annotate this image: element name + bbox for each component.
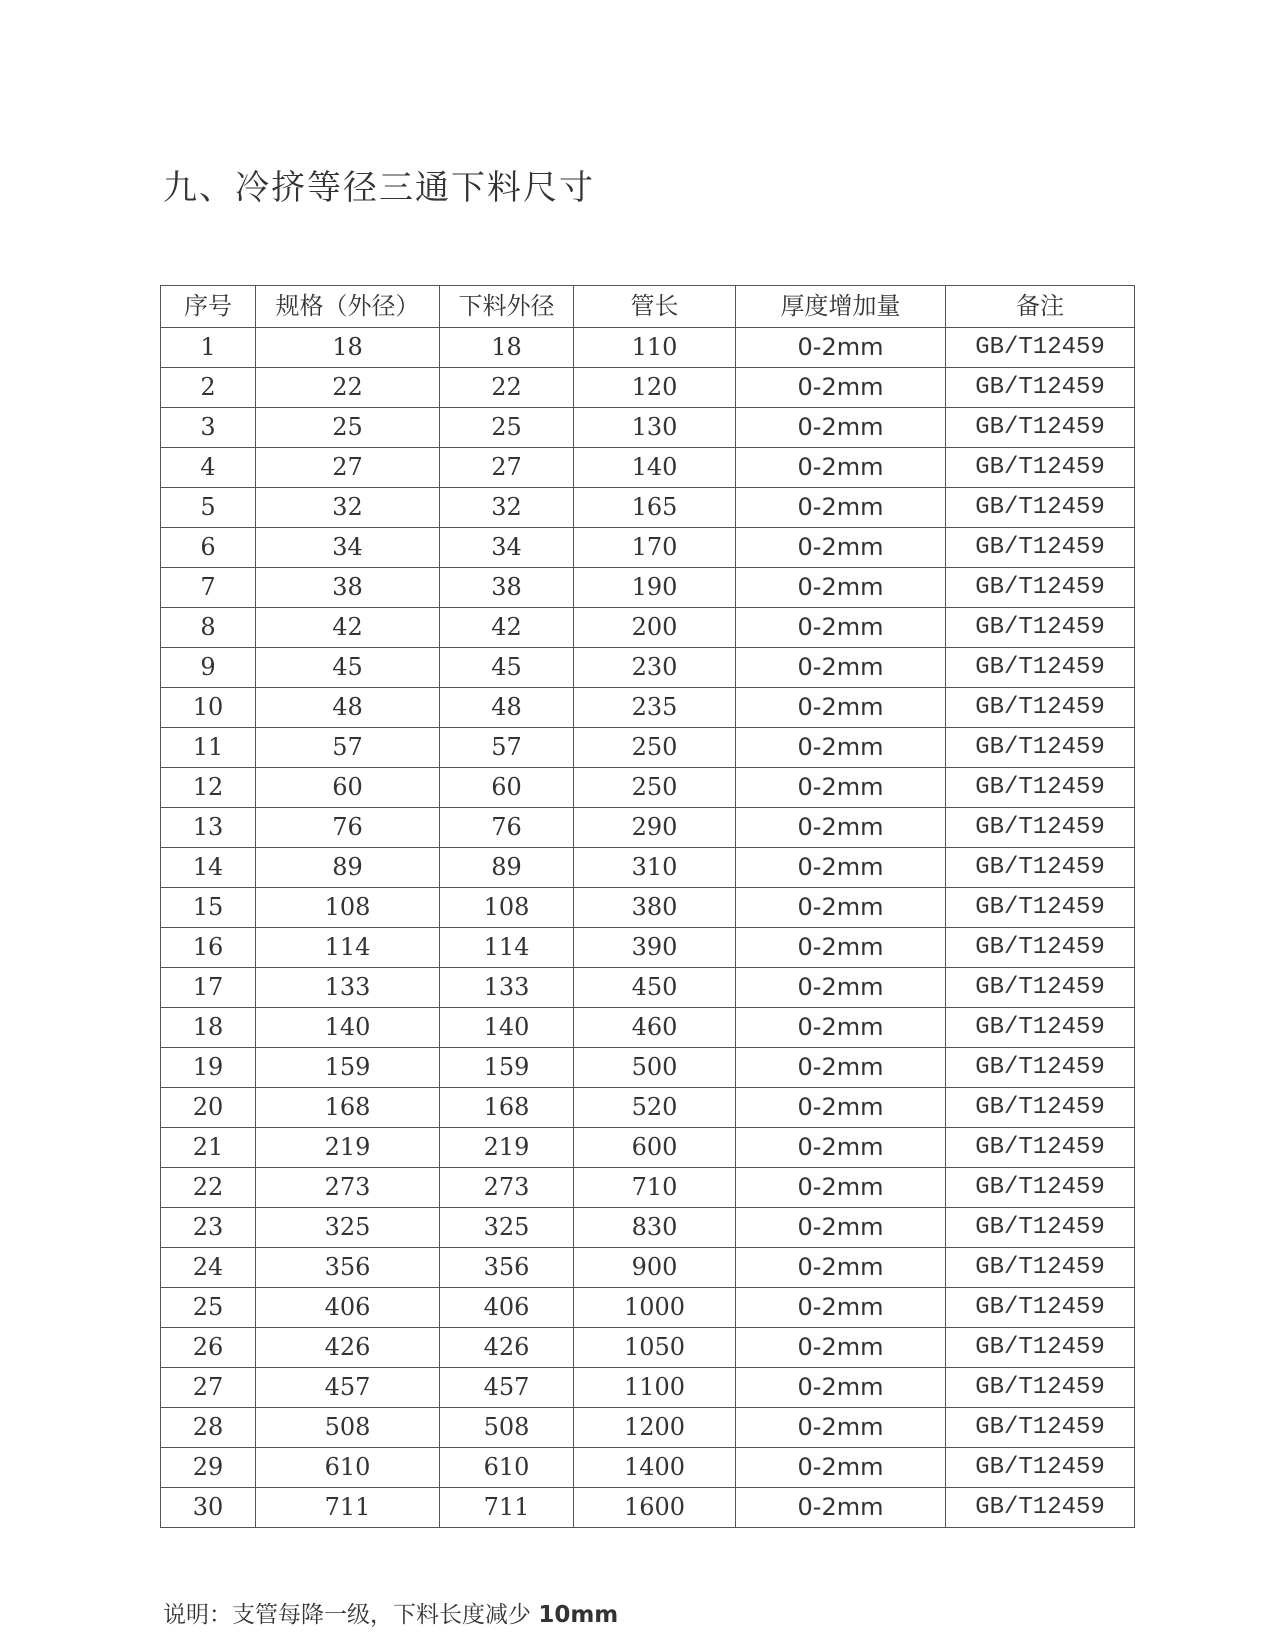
table-body xyxy=(161,328,1135,1528)
table-row xyxy=(161,1208,1135,1248)
table-row xyxy=(161,1488,1135,1528)
cell-remark: GB/T12459 xyxy=(946,408,1135,448)
cell-remark: GB/T12459 xyxy=(946,448,1135,488)
cell-remark: GB/T12459 xyxy=(946,928,1135,968)
cell-index: 4 xyxy=(161,448,256,488)
cell-blank-diameter: 325 xyxy=(440,1208,574,1248)
cell-thickness: 0-2mm xyxy=(736,1168,946,1208)
cell-remark: GB/T12459 xyxy=(946,728,1135,768)
cell-blank-diameter: 18 xyxy=(440,328,574,368)
cell-remark: GB/T12459 xyxy=(946,1008,1135,1048)
cell-pipe-length: 170 xyxy=(574,528,736,568)
cell-pipe-length: 1400 xyxy=(574,1448,736,1488)
cell-remark: GB/T12459 xyxy=(946,328,1135,368)
cell-index: 29 xyxy=(161,1448,256,1488)
cell-spec: 45 xyxy=(256,648,440,688)
cell-spec: 27 xyxy=(256,448,440,488)
cell-remark: GB/T12459 xyxy=(946,568,1135,608)
table-row xyxy=(161,768,1135,808)
cell-index: 21 xyxy=(161,1128,256,1168)
table-row xyxy=(161,528,1135,568)
cell-blank-diameter: 108 xyxy=(440,888,574,928)
cell-pipe-length: 900 xyxy=(574,1248,736,1288)
cell-blank-diameter: 610 xyxy=(440,1448,574,1488)
table-row xyxy=(161,1368,1135,1408)
cell-index: 19 xyxy=(161,1048,256,1088)
table-row xyxy=(161,568,1135,608)
cell-thickness: 0-2mm xyxy=(736,368,946,408)
table-row xyxy=(161,808,1135,848)
cell-thickness: 0-2mm xyxy=(736,888,946,928)
cell-thickness: 0-2mm xyxy=(736,1368,946,1408)
cell-remark: GB/T12459 xyxy=(946,888,1135,928)
cell-index: 15 xyxy=(161,888,256,928)
table-row xyxy=(161,448,1135,488)
cell-spec: 114 xyxy=(256,928,440,968)
cell-thickness: 0-2mm xyxy=(736,1248,946,1288)
cell-index: 8 xyxy=(161,608,256,648)
cell-spec: 22 xyxy=(256,368,440,408)
cell-thickness: 0-2mm xyxy=(736,1328,946,1368)
cell-blank-diameter: 48 xyxy=(440,688,574,728)
cell-blank-diameter: 89 xyxy=(440,848,574,888)
header-spec-outer-diameter: 规格（外径） xyxy=(256,286,440,328)
cell-thickness: 0-2mm xyxy=(736,848,946,888)
cell-thickness: 0-2mm xyxy=(736,328,946,368)
cell-spec: 60 xyxy=(256,768,440,808)
cell-pipe-length: 235 xyxy=(574,688,736,728)
cell-pipe-length: 390 xyxy=(574,928,736,968)
cell-blank-diameter: 27 xyxy=(440,448,574,488)
table-row xyxy=(161,1048,1135,1088)
cell-spec: 457 xyxy=(256,1368,440,1408)
cell-thickness: 0-2mm xyxy=(736,688,946,728)
cell-pipe-length: 380 xyxy=(574,888,736,928)
cell-pipe-length: 120 xyxy=(574,368,736,408)
cell-index: 20 xyxy=(161,1088,256,1128)
cell-thickness: 0-2mm xyxy=(736,728,946,768)
cell-thickness: 0-2mm xyxy=(736,1008,946,1048)
cell-thickness: 0-2mm xyxy=(736,568,946,608)
cell-spec: 273 xyxy=(256,1168,440,1208)
table-row xyxy=(161,368,1135,408)
cell-blank-diameter: 219 xyxy=(440,1128,574,1168)
cell-index: 28 xyxy=(161,1408,256,1448)
page-title: 九、冷挤等径三通下料尺寸 xyxy=(163,168,595,208)
cell-blank-diameter: 38 xyxy=(440,568,574,608)
cell-index: 17 xyxy=(161,968,256,1008)
cell-remark: GB/T12459 xyxy=(946,848,1135,888)
cell-pipe-length: 110 xyxy=(574,328,736,368)
cell-remark: GB/T12459 xyxy=(946,1048,1135,1088)
cell-remark: GB/T12459 xyxy=(946,368,1135,408)
cell-thickness: 0-2mm xyxy=(736,528,946,568)
cell-blank-diameter: 356 xyxy=(440,1248,574,1288)
cell-index: 14 xyxy=(161,848,256,888)
footnote-text: 说明：支管每降一级，下料长度减少 xyxy=(163,1602,531,1628)
table-row xyxy=(161,1128,1135,1168)
cell-spec: 219 xyxy=(256,1128,440,1168)
cell-blank-diameter: 273 xyxy=(440,1168,574,1208)
cell-spec: 48 xyxy=(256,688,440,728)
cell-thickness: 0-2mm xyxy=(736,1128,946,1168)
cell-spec: 508 xyxy=(256,1408,440,1448)
cell-spec: 25 xyxy=(256,408,440,448)
table-row xyxy=(161,688,1135,728)
cell-blank-diameter: 457 xyxy=(440,1368,574,1408)
table-row xyxy=(161,488,1135,528)
cell-pipe-length: 600 xyxy=(574,1128,736,1168)
cell-blank-diameter: 711 xyxy=(440,1488,574,1528)
table-row xyxy=(161,928,1135,968)
cell-index: 22 xyxy=(161,1168,256,1208)
cell-blank-diameter: 140 xyxy=(440,1008,574,1048)
cell-pipe-length: 1050 xyxy=(574,1328,736,1368)
cell-thickness: 0-2mm xyxy=(736,648,946,688)
cell-remark: GB/T12459 xyxy=(946,768,1135,808)
cell-pipe-length: 520 xyxy=(574,1088,736,1128)
cell-spec: 406 xyxy=(256,1288,440,1328)
cell-remark: GB/T12459 xyxy=(946,1128,1135,1168)
table-row xyxy=(161,1288,1135,1328)
cell-thickness: 0-2mm xyxy=(736,1288,946,1328)
cell-thickness: 0-2mm xyxy=(736,1448,946,1488)
cell-spec: 133 xyxy=(256,968,440,1008)
cell-blank-diameter: 508 xyxy=(440,1408,574,1448)
cell-thickness: 0-2mm xyxy=(736,1048,946,1088)
header-pipe-length: 管长 xyxy=(574,286,736,328)
cell-index: 6 xyxy=(161,528,256,568)
cell-thickness: 0-2mm xyxy=(736,808,946,848)
cell-remark: GB/T12459 xyxy=(946,1448,1135,1488)
cell-thickness: 0-2mm xyxy=(736,1408,946,1448)
cell-pipe-length: 310 xyxy=(574,848,736,888)
cell-blank-diameter: 426 xyxy=(440,1328,574,1368)
cell-pipe-length: 165 xyxy=(574,488,736,528)
cell-remark: GB/T12459 xyxy=(946,1088,1135,1128)
cutting-size-table-container xyxy=(160,285,1134,1528)
cell-pipe-length: 1600 xyxy=(574,1488,736,1528)
cell-blank-diameter: 168 xyxy=(440,1088,574,1128)
cell-pipe-length: 200 xyxy=(574,608,736,648)
cell-index: 9 xyxy=(161,648,256,688)
cell-blank-diameter: 32 xyxy=(440,488,574,528)
cell-spec: 38 xyxy=(256,568,440,608)
cell-remark: GB/T12459 xyxy=(946,528,1135,568)
cell-blank-diameter: 42 xyxy=(440,608,574,648)
cell-remark: GB/T12459 xyxy=(946,1168,1135,1208)
cell-blank-diameter: 57 xyxy=(440,728,574,768)
cell-pipe-length: 450 xyxy=(574,968,736,1008)
cell-spec: 89 xyxy=(256,848,440,888)
cell-pipe-length: 290 xyxy=(574,808,736,848)
cell-index: 12 xyxy=(161,768,256,808)
table-row xyxy=(161,1408,1135,1448)
table-row xyxy=(161,1448,1135,1488)
cell-spec: 610 xyxy=(256,1448,440,1488)
cell-remark: GB/T12459 xyxy=(946,968,1135,1008)
cell-blank-diameter: 60 xyxy=(440,768,574,808)
cell-thickness: 0-2mm xyxy=(736,448,946,488)
cell-index: 13 xyxy=(161,808,256,848)
cell-spec: 325 xyxy=(256,1208,440,1248)
cell-index: 10 xyxy=(161,688,256,728)
cell-pipe-length: 250 xyxy=(574,728,736,768)
cell-spec: 18 xyxy=(256,328,440,368)
cell-pipe-length: 500 xyxy=(574,1048,736,1088)
cell-remark: GB/T12459 xyxy=(946,1408,1135,1448)
cell-index: 5 xyxy=(161,488,256,528)
footnote xyxy=(163,1596,618,1629)
table-row xyxy=(161,968,1135,1008)
cell-spec: 168 xyxy=(256,1088,440,1128)
cell-thickness: 0-2mm xyxy=(736,768,946,808)
table-row xyxy=(161,648,1135,688)
cell-thickness: 0-2mm xyxy=(736,1488,946,1528)
table-row xyxy=(161,1168,1135,1208)
cell-remark: GB/T12459 xyxy=(946,1208,1135,1248)
header-index: 序号 xyxy=(161,286,256,328)
cell-index: 24 xyxy=(161,1248,256,1288)
cell-pipe-length: 250 xyxy=(574,768,736,808)
cell-blank-diameter: 25 xyxy=(440,408,574,448)
cell-spec: 57 xyxy=(256,728,440,768)
cell-pipe-length: 230 xyxy=(574,648,736,688)
cell-pipe-length: 830 xyxy=(574,1208,736,1248)
cell-blank-diameter: 76 xyxy=(440,808,574,848)
table-row xyxy=(161,1328,1135,1368)
cell-remark: GB/T12459 xyxy=(946,1328,1135,1368)
table-row xyxy=(161,608,1135,648)
cell-spec: 32 xyxy=(256,488,440,528)
cell-index: 26 xyxy=(161,1328,256,1368)
cell-spec: 76 xyxy=(256,808,440,848)
cell-index: 30 xyxy=(161,1488,256,1528)
cell-spec: 108 xyxy=(256,888,440,928)
cell-remark: GB/T12459 xyxy=(946,648,1135,688)
cell-index: 2 xyxy=(161,368,256,408)
cell-remark: GB/T12459 xyxy=(946,1288,1135,1328)
cell-index: 23 xyxy=(161,1208,256,1248)
cell-thickness: 0-2mm xyxy=(736,608,946,648)
cell-pipe-length: 140 xyxy=(574,448,736,488)
cell-pipe-length: 1100 xyxy=(574,1368,736,1408)
cell-thickness: 0-2mm xyxy=(736,928,946,968)
table-row xyxy=(161,1008,1135,1048)
cell-remark: GB/T12459 xyxy=(946,1488,1135,1528)
table-row xyxy=(161,888,1135,928)
cell-spec: 140 xyxy=(256,1008,440,1048)
cell-remark: GB/T12459 xyxy=(946,1248,1135,1288)
cell-spec: 34 xyxy=(256,528,440,568)
cell-index: 16 xyxy=(161,928,256,968)
header-remark: 备注 xyxy=(946,286,1135,328)
cell-pipe-length: 190 xyxy=(574,568,736,608)
footnote-value: 10mm xyxy=(538,1602,619,1628)
cell-spec: 356 xyxy=(256,1248,440,1288)
cell-blank-diameter: 406 xyxy=(440,1288,574,1328)
table-row xyxy=(161,728,1135,768)
cell-index: 11 xyxy=(161,728,256,768)
cell-pipe-length: 710 xyxy=(574,1168,736,1208)
cell-thickness: 0-2mm xyxy=(736,1088,946,1128)
cell-index: 3 xyxy=(161,408,256,448)
cell-blank-diameter: 22 xyxy=(440,368,574,408)
cell-thickness: 0-2mm xyxy=(736,1208,946,1248)
header-thickness-increase: 厚度增加量 xyxy=(736,286,946,328)
cell-remark: GB/T12459 xyxy=(946,808,1135,848)
table-row xyxy=(161,1248,1135,1288)
cell-thickness: 0-2mm xyxy=(736,408,946,448)
cell-pipe-length: 460 xyxy=(574,1008,736,1048)
cell-remark: GB/T12459 xyxy=(946,608,1135,648)
cell-blank-diameter: 133 xyxy=(440,968,574,1008)
cutting-size-table xyxy=(160,285,1135,1528)
cell-pipe-length: 1200 xyxy=(574,1408,736,1448)
cell-pipe-length: 1000 xyxy=(574,1288,736,1328)
cell-spec: 711 xyxy=(256,1488,440,1528)
table-header-row xyxy=(161,286,1135,328)
table-row xyxy=(161,848,1135,888)
cell-blank-diameter: 34 xyxy=(440,528,574,568)
table-row xyxy=(161,1088,1135,1128)
cell-index: 18 xyxy=(161,1008,256,1048)
cell-index: 25 xyxy=(161,1288,256,1328)
table-row xyxy=(161,328,1135,368)
cell-blank-diameter: 114 xyxy=(440,928,574,968)
cell-index: 7 xyxy=(161,568,256,608)
cell-spec: 159 xyxy=(256,1048,440,1088)
cell-index: 27 xyxy=(161,1368,256,1408)
cell-remark: GB/T12459 xyxy=(946,488,1135,528)
cell-thickness: 0-2mm xyxy=(736,488,946,528)
header-blank-outer-diameter: 下料外径 xyxy=(440,286,574,328)
table-row xyxy=(161,408,1135,448)
cell-spec: 42 xyxy=(256,608,440,648)
cell-remark: GB/T12459 xyxy=(946,1368,1135,1408)
cell-blank-diameter: 45 xyxy=(440,648,574,688)
cell-remark: GB/T12459 xyxy=(946,688,1135,728)
cell-thickness: 0-2mm xyxy=(736,968,946,1008)
cell-spec: 426 xyxy=(256,1328,440,1368)
cell-blank-diameter: 159 xyxy=(440,1048,574,1088)
cell-pipe-length: 130 xyxy=(574,408,736,448)
cell-index: 1 xyxy=(161,328,256,368)
